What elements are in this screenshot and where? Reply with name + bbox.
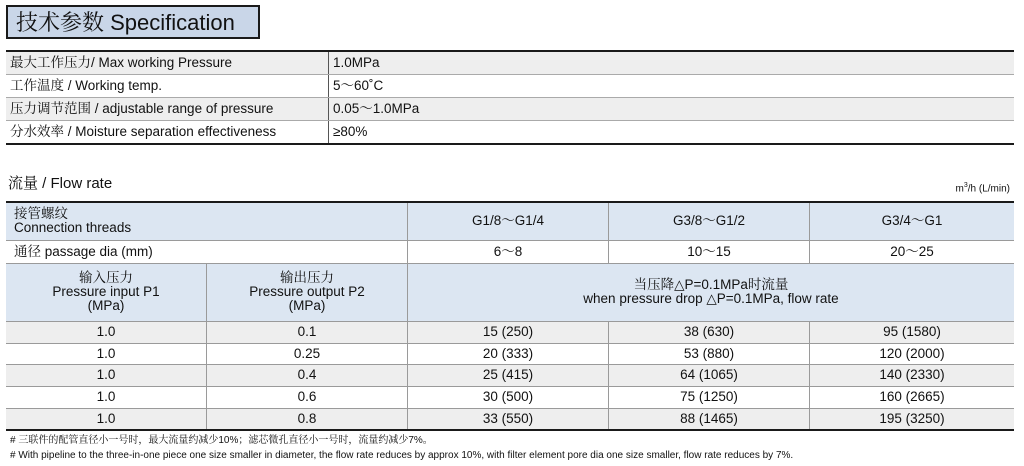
- p1-cell: 1.0: [6, 343, 207, 364]
- flow-cell: 30 (500): [408, 386, 609, 408]
- table-row: [6, 343, 1014, 364]
- spec-value: 1.0MPa: [329, 51, 1015, 75]
- flow-cell: 75 (1250): [609, 386, 810, 408]
- flow-rate-table: [6, 201, 1014, 431]
- p2-cell: 0.1: [207, 321, 408, 343]
- dia-value: 20～25: [810, 240, 1015, 263]
- spec-label: 分水效率 / Moisture separation effectiveness: [6, 121, 329, 145]
- dia-value: 10～15: [609, 240, 810, 263]
- pressure-output-header: 输出压力 Pressure output P2 (MPa): [207, 263, 408, 321]
- p1-cell: 1.0: [6, 408, 207, 430]
- spec-table: [6, 50, 1014, 145]
- flow-cell: 15 (250): [408, 321, 609, 343]
- passage-dia-label: 通径 passage dia (mm): [6, 240, 408, 263]
- spec-row: [6, 75, 1014, 98]
- connection-threads-label: 接管螺纹 Connection threads: [6, 202, 408, 240]
- table-row: [6, 386, 1014, 408]
- conn-size: G3/8～G1/2: [609, 202, 810, 240]
- flow-cell: 95 (1580): [810, 321, 1015, 343]
- flow-unit-label: $m^3/h$ (L/min): [955, 182, 1010, 195]
- flow-cell: 88 (1465): [609, 408, 810, 430]
- flow-cell: 20 (333): [408, 343, 609, 364]
- spec-title-box: [6, 5, 260, 39]
- flow-cell: 53 (880): [609, 343, 810, 364]
- flow-cell: 120 (2000): [810, 343, 1015, 364]
- pressure-header-row: [6, 263, 1014, 321]
- flow-cell: 25 (415): [408, 364, 609, 386]
- flow-cell: 195 (3250): [810, 408, 1015, 430]
- p1-cell: 1.0: [6, 364, 207, 386]
- footnote-en: # With pipeline to the three-in-one piece one size smaller in diameter, the flow rate reduces by approx 10%, with filter element pore dia one size smaller, flow rate reduces by 7%.: [10, 450, 794, 461]
- flow-cell: 64 (1065): [609, 364, 810, 386]
- table-row: [6, 408, 1014, 430]
- flow-cell: 33 (550): [408, 408, 609, 430]
- p2-cell: 0.6: [207, 386, 408, 408]
- flow-cell: 38 (630): [609, 321, 810, 343]
- spec-value: ≥80%: [329, 121, 1015, 145]
- flow-rate-title: 流量 / Flow rate: [8, 175, 113, 192]
- table-row: [6, 321, 1014, 343]
- pressure-input-header: 输入压力 Pressure input P1 (MPa): [6, 263, 207, 321]
- spec-row: [6, 98, 1014, 121]
- p2-cell: 0.25: [207, 343, 408, 364]
- spec-value: 5～60˚C: [329, 75, 1015, 98]
- p2-cell: 0.4: [207, 364, 408, 386]
- flow-cell: 140 (2330): [810, 364, 1015, 386]
- spec-value: 0.05～1.0MPa: [329, 98, 1015, 121]
- flow-cell: 160 (2665): [810, 386, 1015, 408]
- conn-size: G3/4～G1: [810, 202, 1015, 240]
- table-row: [6, 364, 1014, 386]
- p1-cell: 1.0: [6, 386, 207, 408]
- p2-cell: 0.8: [207, 408, 408, 430]
- page-title: 技术参数 Specification: [16, 10, 235, 35]
- spec-row: [6, 51, 1014, 75]
- passage-dia-row: [6, 240, 1014, 263]
- spec-label: 压力调节范围 / adjustable range of pressure: [6, 98, 329, 121]
- conn-size: G1/8～G1/4: [408, 202, 609, 240]
- flow-rate-header: 当压降△P=0.1MPa时流量 when pressure drop △P=0.1MPa, flow rate: [408, 263, 1015, 321]
- footnote-cn: # 三联件的配管直径小一号时，最大流量约减少10%；滤芯微孔直径小一号时，流量约减少7%。: [10, 435, 433, 446]
- spec-label: 最大工作压力/ Max working Pressure: [6, 51, 329, 75]
- spec-label: 工作温度 / Working temp.: [6, 75, 329, 98]
- p1-cell: 1.0: [6, 321, 207, 343]
- connection-row: [6, 202, 1014, 240]
- spec-row: [6, 121, 1014, 145]
- dia-value: 6～8: [408, 240, 609, 263]
